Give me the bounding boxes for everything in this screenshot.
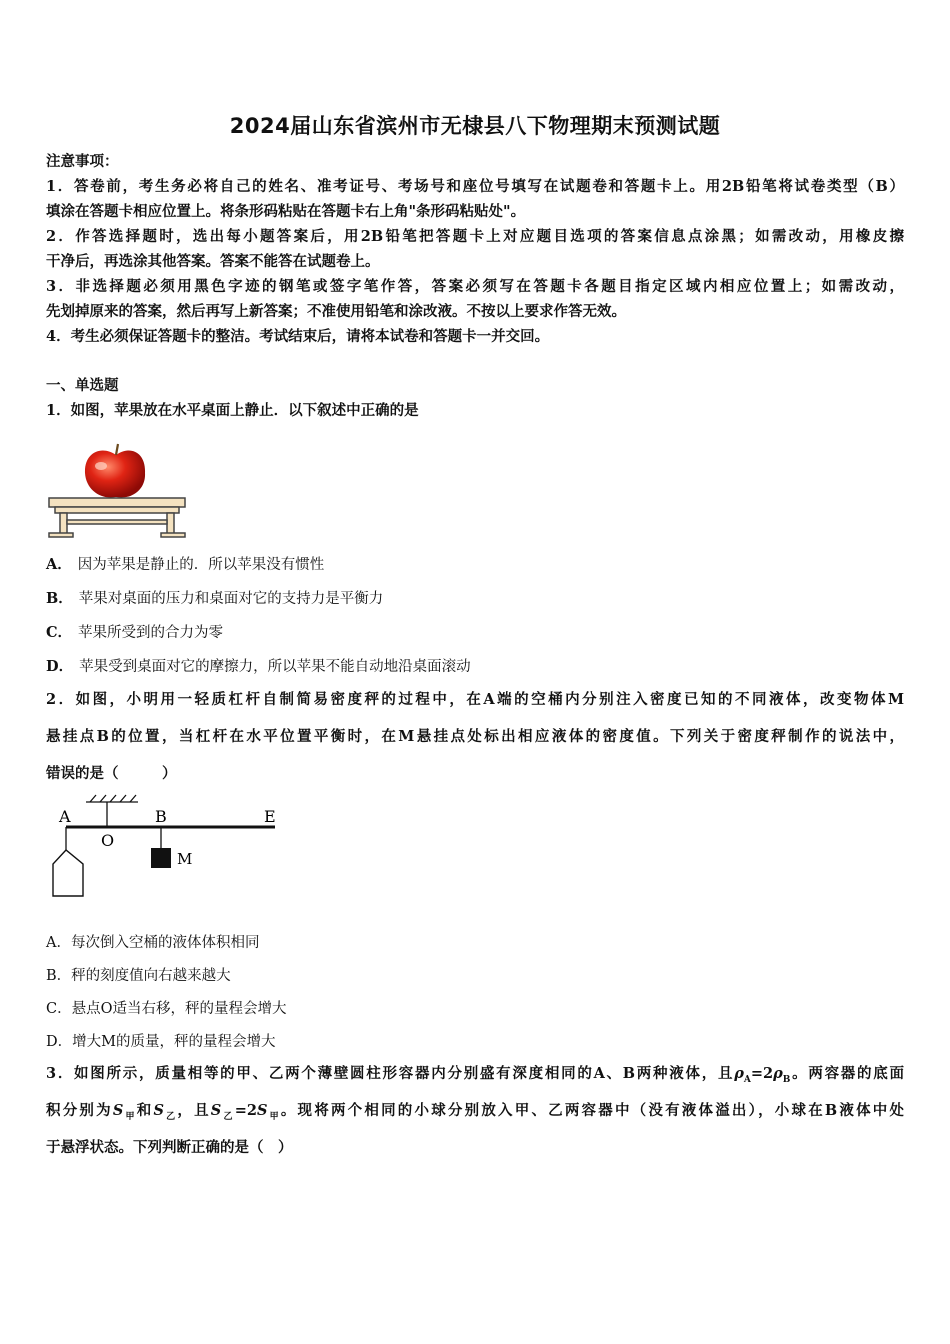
q1-option-d[interactable]: D． 苹果受到桌面对它的摩擦力，所以苹果不能自动地沿桌面滚动 — [46, 658, 471, 675]
notice-line: 1．答卷前，考生务必将自己的姓名、准考证号、考场号和座位号填写在试题卷和答题卡上。用2B铅笔将试卷类型（B） — [46, 178, 904, 195]
apple-icon — [85, 444, 145, 498]
table-icon — [49, 498, 185, 537]
lever-density-scale-figure — [46, 792, 286, 902]
q2-option-a[interactable]: A．每次倒入空桶的液体体积相同 — [46, 935, 260, 951]
q2-option-b[interactable]: B．秤的刻度值向右越来越大 — [46, 968, 231, 984]
notice-line: 4．考生必须保证答题卡的整洁。考试结束后，请将本试卷和答题卡一并交回。 — [46, 328, 550, 345]
label-e: E — [264, 807, 276, 826]
label-b: B — [155, 807, 167, 826]
notice-line: 2．作答选择题时，选出每小题答案后，用2B铅笔把答题卡上对应题目选项的答案信息点涂黑；如需改动，用橡皮擦 — [46, 228, 904, 245]
q2-stem-line: 2．如图，小明用一轻质杠杆自制简易密度秤的过程中，在A端的空桶内分别注入密度已知的不同液体，改变物体M — [46, 691, 904, 708]
q2-option-d[interactable]: D．增大M的质量，秤的量程会增大 — [46, 1034, 276, 1050]
q1-stem: 1．如图，苹果放在水平桌面上静止．以下叙述中正确的是 — [46, 402, 419, 419]
notice-line: 3．非选择题必须用黑色字迹的钢笔或签字笔作答，答案必须写在答题卡各题目指定区域内相应位置上；如需改动， — [46, 278, 904, 295]
section-heading: 一、单选题 — [46, 377, 119, 394]
weight-m-icon — [151, 848, 171, 868]
q3-stem-line: 积分别为$S_甲$和$S_乙$，且$S_乙=2S_甲$。现将两个相同的小球分别放入甲、乙两容器中（没有液体溢出），小球在B液体中处 — [46, 1102, 904, 1122]
page-title: 2024届山东省滨州市无棣县八下物理期末预测试题 — [229, 114, 721, 138]
notice-line: 填涂在答题卡相应位置上。将条形码粘贴在答题卡右上角"条形码粘贴处"。 — [46, 203, 526, 220]
notice-line: 干净后，再选涂其他答案。答案不能答在试题卷上。 — [46, 253, 380, 270]
q2-option-c[interactable]: C．悬点O适当右移，秤的量程会增大 — [46, 1001, 287, 1017]
q3-stem-line: 于悬浮状态。下列判断正确的是（ ） — [46, 1139, 293, 1156]
q1-option-c[interactable]: C． 苹果所受到的合力为零 — [46, 624, 224, 641]
bucket-icon — [53, 850, 83, 896]
label-o: O — [101, 831, 115, 850]
q1-option-b[interactable]: B． 苹果对桌面的压力和桌面对它的支持力是平衡力 — [46, 590, 384, 607]
q2-stem-line: 错误的是（ ） — [46, 765, 177, 782]
notice-line: 先划掉原来的答案，然后再写上新答案；不准使用铅笔和涂改液。不按以上要求作答无效。 — [46, 303, 626, 320]
label-m: M — [177, 850, 193, 868]
q3-stem-line: 3．如图所示，质量相等的甲、乙两个薄壁圆柱形容器内分别盛有深度相同的A、B两种液体，且$\rho_A=2\rho_B$。两容器的底面 — [46, 1065, 905, 1085]
label-a: A — [59, 807, 71, 826]
ceiling-hatch-icon — [86, 795, 138, 802]
q1-option-a[interactable]: A． 因为苹果是静止的．所以苹果没有惯性 — [46, 556, 325, 573]
notice-heading: 注意事项： — [46, 153, 119, 170]
apple-on-table-figure — [46, 440, 188, 538]
q2-stem-line: 悬挂点B的位置，当杠杆在水平位置平衡时，在M悬挂点处标出相应液体的密度值。下列关于密度秤制作的说法中， — [46, 728, 904, 745]
